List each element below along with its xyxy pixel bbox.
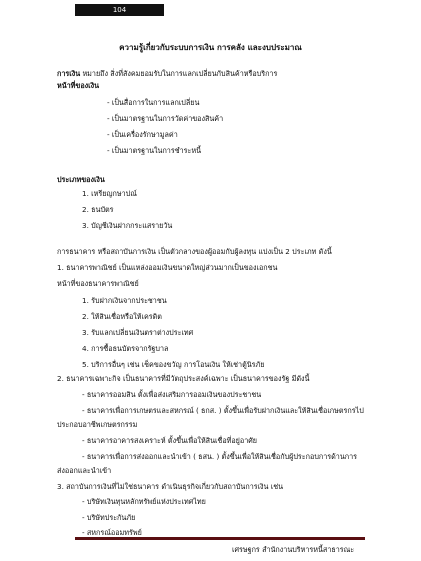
commercial-duty-item: 3. รับแลกเปลี่ยนเงินตราต่างประเทศ [82, 328, 194, 337]
money-definition-term: การเงิน [57, 69, 81, 78]
type-item: 3. บัญชีเงินฝากกระแสรายวัน [82, 221, 173, 230]
function-item: - เป็นสื่อการในการแลกเปลี่ยน [107, 98, 200, 107]
commercial-duties-heading: หน้าที่ของธนาคารพาณิชย์ [57, 279, 139, 288]
special-bank-item-continued: ส่งออกและนำเข้า [57, 466, 112, 475]
function-item: - เป็นเครื่องรักษามูลค่า [107, 130, 178, 139]
footer-rule [75, 537, 365, 540]
page-title: ความรู้เกี่ยวกับระบบการเงิน การคลัง และงบประมาณ [119, 43, 302, 52]
commercial-duty-item: 1. รับฝากเงินจากประชาชน [82, 296, 167, 305]
special-bank-item: - ธนาคารออมสิน ตั้งเพื่อส่งเสริมการออมเงินของประชาชน [82, 390, 262, 399]
non-bank-item: - บริษัทเงินทุนหลักทรัพย์แห่งประเทศไทย [82, 497, 206, 506]
page-number-bar [75, 4, 164, 16]
non-bank-item: - บริษัทประกันภัย [82, 513, 136, 522]
non-bank-institutions: 3. สถาบันการเงินที่ไม่ใช่ธนาคาร ดำเนินธุรกิจเกี่ยวกับสถาบันการเงิน เช่น [57, 482, 284, 491]
money-definition [57, 69, 277, 79]
financial-institutions-intro: การธนาคาร หรือสถาบันการเงิน เป็นตัวกลางของผู้ออมกับผู้ลงทุน แบ่งเป็น 2 ประเภท ดังนี้ [57, 247, 332, 256]
page-number: 104 [112, 6, 127, 14]
type-item: 2. ธนบัตร [82, 205, 114, 214]
function-item: - เป็นมาตรฐานในการวัดค่าของสินค้า [107, 114, 224, 123]
special-bank-item-continued: ประกอบอาชีพเกษตรกรรม [57, 420, 138, 429]
functions-heading: หน้าที่ของเงิน [57, 81, 100, 90]
non-bank-item: - สหกรณ์ออมทรัพย์ [82, 528, 142, 537]
special-bank-item: - ธนาคารเพื่อการเกษตรและสหกรณ์ ( ธกส. ) ตั้งขึ้นเพื่อรับฝากเงินและให้สินเชื่อเกษตรกรไป [82, 406, 364, 415]
special-bank-item: - ธนาคารเพื่อการส่งออกและนำเข้า ( ธสน. ) ตั้งขึ้นเพื่อให้สินเชื่อกับผู้ประกอบการด้านการ [82, 452, 357, 461]
types-heading: ประเภทของเงิน [57, 175, 105, 184]
commercial-duty-item: 5. บริการอื่นๆ เช่น เช็คของขวัญ การโอนเงิน ให้เช่าตู้นิรภัย [82, 360, 265, 369]
money-definition-text: หมายถึง สิ่งที่สังคมยอมรับในการแลกเปลี่ยนกับสินค้าหรือบริการ [82, 69, 278, 78]
commercial-duty-item: 2. ให้สินเชื่อหรือให้เครดิต [82, 312, 162, 321]
commercial-bank: 1. ธนาคารพาณิชย์ เป็นแหล่งออมเงินขนาดใหญ่ส่วนมากเป็นของเอกชน [57, 263, 278, 272]
footer-text: เศรษฐกร สำนักงานบริหารหนี้สาธารณะ [232, 545, 355, 554]
special-bank-item: - ธนาคารอาคารสงเคราะห์ ตั้งขึ้นเพื่อให้สินเชื่อที่อยู่อาศัย [82, 436, 258, 445]
special-bank: 2. ธนาคารเฉพาะกิจ เป็นธนาคารที่มีวัตถุประสงค์เฉพาะ เป็นธนาคารของรัฐ มีดังนี้ [57, 374, 310, 383]
type-item: 1. เหรียญกษาปณ์ [82, 189, 137, 198]
function-item: - เป็นมาตรฐานในการชำระหนี้ [107, 146, 201, 155]
commercial-duty-item: 4. การซื้อธนบัตรจากรัฐบาล [82, 344, 169, 353]
